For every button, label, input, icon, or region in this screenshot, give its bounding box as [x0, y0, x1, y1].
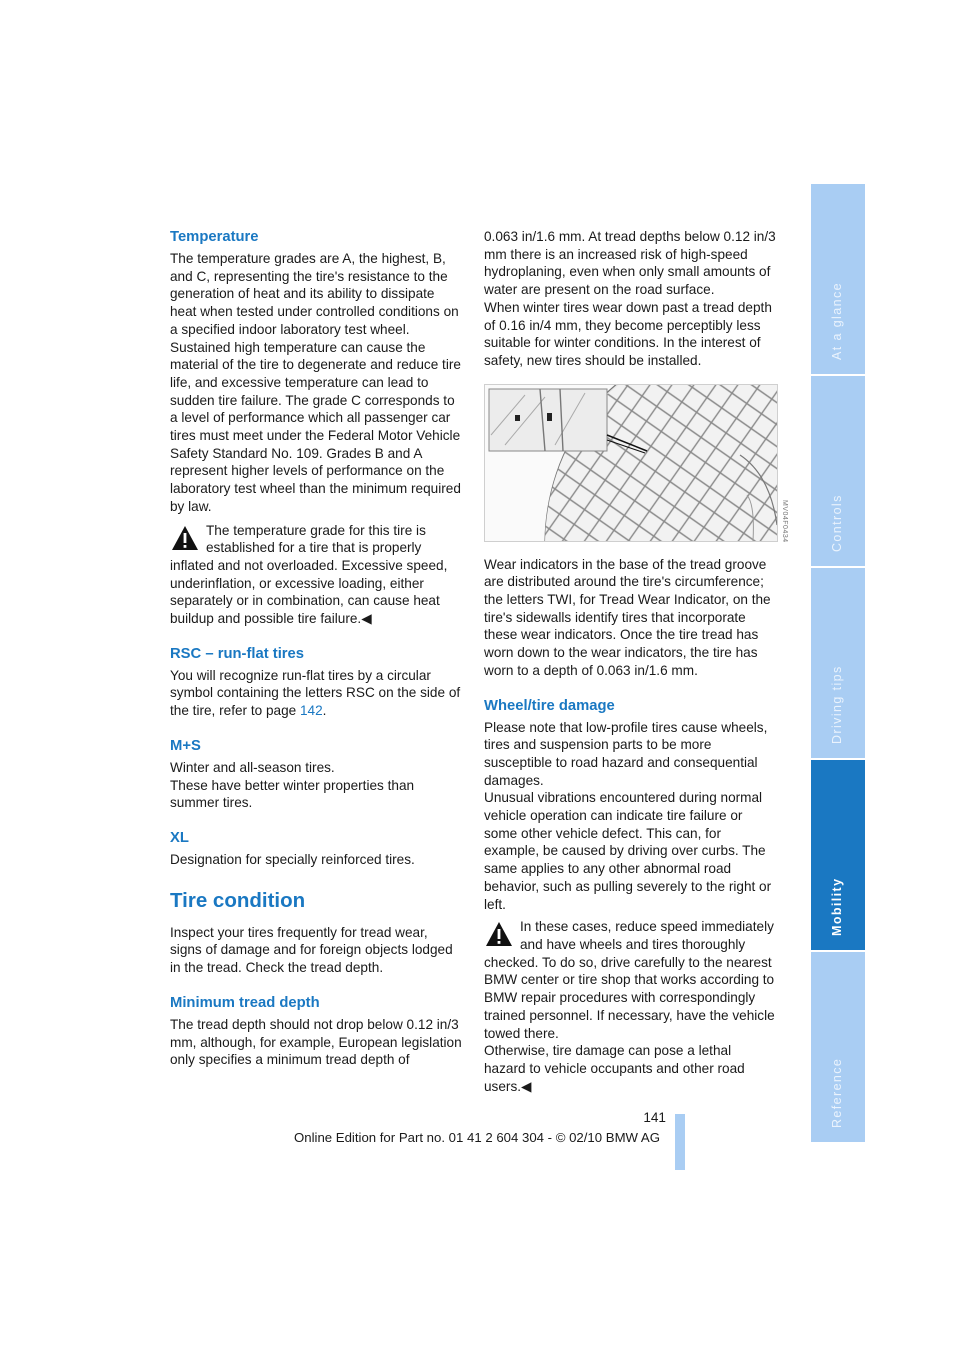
tire-tread-illustration — [485, 385, 777, 541]
rsc-body-end: . — [322, 703, 327, 719]
tab-driving-tips[interactable] — [811, 568, 865, 758]
left-column — [170, 228, 462, 1069]
ms-body-1: Winter and all-season tires. — [170, 759, 335, 775]
temperature-warning-text: The temperature grade for this tire is established for a tire that is properly inflated and not overloaded. Excessive speed, underinflation, or excessive loading, either separately or in combination, can cause heat buildup and possible tire failure.◀ — [170, 522, 448, 627]
tire-condition-heading: Tire condition — [170, 888, 306, 912]
warning-icon — [170, 524, 200, 552]
page-number: 141 — [643, 1110, 666, 1125]
ms-heading: M+S — [170, 737, 201, 754]
figure-code: MV04F0434 — [781, 500, 788, 543]
tab-label: Controls — [830, 494, 844, 552]
chapter-tabs — [811, 184, 865, 1144]
temperature-body: The temperature grades are A, the highest, B, and C, representing the tire's resistance to the generation of heat and its ability to dissipate heat when tested under controlled conditions on a specified indoor laboratory test wheel. Sustained high temperature can cause the material of the tire to degenerate and reduce tire life, and excessive temperature can lead to sudden tire failure. The grade C corresponds to a level of performance which all passenger car tires must meet under the Federal Motor Vehicle Safety Standard No. 109. Grades B and A represent higher levels of performance on the laboratory test wheel than the minimum required by law. — [170, 251, 461, 514]
tab-mobility[interactable] — [811, 760, 865, 950]
temperature-heading: Temperature — [170, 229, 259, 245]
tire-condition-body: Inspect your tires frequently for tread wear, signs of damage and for foreign objects lodged in the tread. Check the tread depth. — [170, 924, 453, 976]
tab-label: Reference — [830, 1057, 844, 1128]
min-tread-body: The tread depth should not drop below 0.12 in/3 mm, although, for example, European legislation only specifies a minimum tread depth of — [170, 1016, 462, 1068]
tab-label: Mobility — [830, 877, 844, 936]
tab-controls[interactable] — [811, 376, 865, 566]
tab-reference[interactable] — [811, 952, 865, 1142]
xl-heading: XL — [170, 829, 189, 846]
damage-heading: Wheel/tire damage — [484, 697, 615, 714]
page-reference-link[interactable]: 142 — [299, 703, 323, 719]
tab-label: Driving tips — [830, 665, 844, 744]
min-tread-heading: Minimum tread depth — [170, 994, 320, 1011]
tab-label: At a glance — [830, 282, 844, 360]
rsc-body-text: You will recognize run-flat tires by a circular symbol containing the letters RSC on the side of the tire, refer to page — [170, 667, 461, 719]
damage-body-2: Unusual vibrations encountered during normal vehicle operation can indicate tire failure or some other vehicle defect. This can, for example, be caused by driving over curbs. The same applies to any other abnormal road behavior, such as pulling severely to the right or left. — [484, 790, 772, 912]
damage-body-3: Otherwise, tire damage can pose a lethal hazard to vehicle occupants and other road users.◀ — [484, 1043, 745, 1094]
temperature-warning — [170, 522, 462, 628]
rsc-body — [170, 667, 462, 720]
wear-indicator-text: Wear indicators in the base of the tread groove are distributed around the tire's circumference; the letters TWI, for Tread Wear Indicator, on the tire's sidewalls identify tires that incorporate these wear indicators. Once the tire tread has worn down to the wear indicators, the tire has worn to a depth of 0.063 in/1.6 mm. — [484, 556, 771, 678]
damage-warning — [484, 918, 776, 1042]
page-marker-bar — [675, 1114, 685, 1170]
tread-continuation: 0.063 in/1.6 mm. At tread depths below 0.12 in/3 mm there is an increased risk of high-speed hydroplaning, even when only small amounts of water are present on the road surface. — [484, 229, 776, 298]
right-column — [484, 228, 776, 1095]
ms-body-2: These have better winter properties than summer tires. — [170, 777, 415, 811]
damage-warning-text: In these cases, reduce speed immediately and have wheels and tires thoroughly checked. To do so, drive carefully to the nearest BMW center or tire shop that works according to BMW repair procedures with correspondingly trained personnel. If necessary, have the vehicle towed there. — [484, 919, 775, 1041]
warning-icon — [484, 920, 514, 948]
winter-tire-text: When winter tires wear down past a tread depth of 0.16 in/4 mm, they become perceptibly less suitable for winter conditions. In the interest of safety, new tires should be installed. — [484, 299, 772, 368]
damage-body-1: Please note that low-profile tires cause wheels, tires and suspension parts to be more susceptible to road hazard and consequential damages. — [484, 719, 768, 788]
xl-body: Designation for specially reinforced tires. — [170, 851, 415, 867]
tab-at-a-glance[interactable] — [811, 184, 865, 374]
rsc-heading: RSC – run-flat tires — [170, 645, 305, 662]
footer-text: Online Edition for Part no. 01 41 2 604 304 - © 02/10 BMW AG — [294, 1130, 660, 1145]
tread-wear-figure — [484, 384, 778, 542]
